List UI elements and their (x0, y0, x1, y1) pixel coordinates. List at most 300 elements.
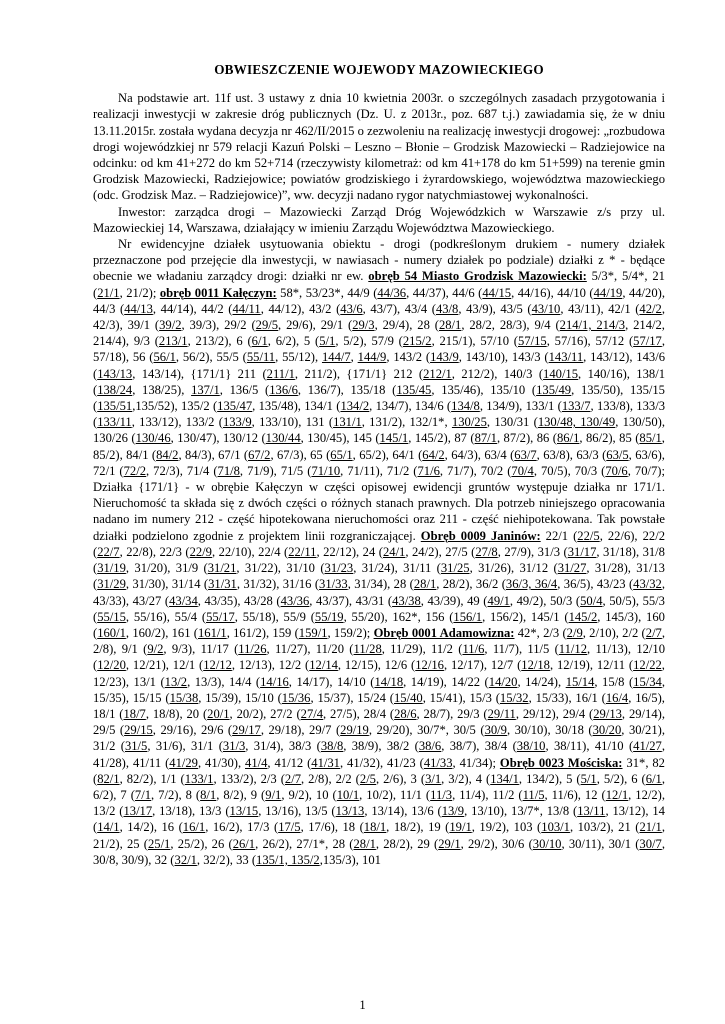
parcel-number: 55/11 (246, 350, 276, 365)
parcel-number: 29/5 (255, 318, 279, 333)
parcel-number: 31/33 (319, 577, 348, 592)
parcel-number: 131/1 (333, 415, 362, 430)
text-run: , 44/16), 44/10 ( (511, 285, 594, 300)
text-run: , 71/7), 70/2 ( (439, 463, 512, 478)
parcel-number: 13/17 (123, 804, 153, 819)
parcel-number: 143/11 (548, 350, 584, 365)
parcel-number: 44/11 (232, 301, 261, 316)
parcel-number: 134/8 (451, 399, 480, 414)
text-run: , 5/2), 57/9 ( (335, 334, 403, 349)
text-run: , 42/3), 39/1 ( (93, 301, 665, 333)
parcel-number: 30/10 (532, 836, 562, 851)
text-run: , 14/2), 16 ( (119, 820, 183, 835)
paragraph (93, 236, 665, 868)
parcel-number: 143/13 (97, 366, 133, 381)
parcel-number: 56/1 (153, 350, 176, 365)
text-run: , 213/2), 6 ( (187, 334, 252, 349)
parcel-number: 22/5 (577, 528, 600, 543)
text-run: , 29/20), 30/7*, 30/5 ( (368, 723, 485, 738)
text-run: , 133/12), 133/2 ( (131, 415, 223, 430)
parcel-number: 15/38 (169, 690, 199, 705)
text-run: , 31/22), 31/10 ( (236, 561, 325, 576)
text-run: , 134/2), 5 ( (518, 771, 581, 786)
parcel-number: 87/1 (474, 431, 497, 446)
parcel-number: 133/7 (561, 399, 591, 414)
text-run: , 39/3), 29/2 ( (181, 318, 256, 333)
text-run: , 3/2), 4 ( (441, 771, 491, 786)
parcel-number: 31/31 (208, 577, 237, 592)
text-run: , 12/23), 13/1 ( (93, 658, 665, 689)
text-run: , 43/35), 43/28 ( (197, 593, 281, 608)
text-run: , 11/6), 12 ( (544, 787, 606, 802)
text-run: , 11/27), 11/20 ( (266, 642, 354, 657)
text-run: , 11/4), 11/2 ( (452, 787, 523, 802)
parcel-number: 65/1 (330, 447, 353, 462)
text-run: , 15/39), 15/10 ( (198, 690, 282, 705)
text-run: , 143/12), 143/6 ( (93, 350, 665, 381)
text-run: , 103/2), 21 ( (569, 820, 640, 835)
text-run: , 21/2); (119, 285, 160, 300)
text-run: , 31/34), 28 ( (347, 577, 414, 592)
text-run: , 85/2), 84/1 ( (93, 431, 665, 462)
text-run: , 31/28), 31/13 ( (93, 561, 665, 592)
parcel-number: 15/14 (565, 674, 595, 689)
text-run: , 135/50), 135/15 ( (93, 382, 665, 414)
parcel-number: 130/46 (135, 431, 171, 446)
parcel-number: 44/15 (482, 285, 512, 300)
text-run: , 41/32), 41/23 ( (339, 755, 424, 770)
parcel-number: 41/33 (423, 755, 453, 770)
parcel-number: 103/1 (541, 820, 570, 835)
text-run: , 15/8 ( (594, 674, 634, 689)
text-run: , 70/7); Działka {171/1} - w obrębie Kałęczyn w części opisowej ewidencji gruntów występuje działka nr 171/1. Nieruchomość ta składa się z dwóch części o różnych stanach prawnych. Dla potrzeb niniejszego opracowania nadano im numery 212 - część hipotekowana nieruchomości oraz 211 - część niehipotekowana. Tak powstałe działki podzielono zgodnie z projektem linii rozgraniczającej. (93, 463, 665, 543)
text-run: , 13/10), 13/7*, 13/8 ( (464, 804, 578, 819)
text-run: , 12/15), 12/6 ( (337, 658, 416, 673)
parcel-number: 41/4 (245, 755, 268, 770)
text-run: , 12/19), 12/11 ( (549, 658, 634, 673)
parcel-number: 28/1 (438, 318, 462, 333)
parcel-number: 67/2 (248, 447, 271, 462)
text-run: , 27/9), 31/3 ( (497, 544, 568, 559)
parcel-number: 136/6 (269, 382, 298, 397)
parcel-number: 31/25 (440, 561, 470, 576)
parcel-number: 15/36 (281, 690, 311, 705)
text-run: , 31/20), 31/9 ( (125, 561, 208, 576)
text-run: , 135/46), 135/10 ( (431, 382, 537, 397)
parcel-number: 71/6 (417, 463, 440, 478)
text-run: , 7/2), 8 ( (151, 787, 201, 802)
text-run: , 16/5), 18/1 ( (93, 690, 665, 721)
text-run: , 6/2), 5 ( (267, 334, 320, 349)
parcel-number: 36/3, 36/4 (505, 577, 558, 592)
text-run: , 18/8), 20 ( (145, 706, 208, 721)
text-run: , 43/33), 43/27 ( (93, 577, 666, 608)
text-run: , 130/45), 145 ( (300, 431, 380, 446)
text-run: , 55/12), (275, 350, 322, 365)
text-run: , 143/14), {171/1} 211 ( (132, 366, 267, 381)
text-run: , 72/3), 71/4 ( (146, 463, 218, 478)
text-run: , 86/2), 85 ( (579, 431, 640, 446)
parcel-number: 2/7 (284, 771, 302, 786)
text-run: , 28/2), 36/2 ( (436, 577, 506, 592)
parcel-number: 38/10 (516, 739, 546, 754)
parcel-number: 133/11 (97, 415, 132, 430)
text-run: , 32/2), 33 ( (196, 852, 257, 867)
parcel-number: 32/1 (174, 852, 197, 867)
parcel-number: 28/1 (413, 577, 437, 592)
text-run: , 9/2), 10 ( (281, 787, 337, 802)
text-run: , 30/10), 30/18 ( (506, 723, 593, 738)
parcel-number: 14/1 (97, 820, 120, 835)
parcel-number: 12/18 (521, 658, 550, 673)
text-run: , 18/2), 19 ( (386, 820, 450, 835)
parcel-number: 26/1 (232, 836, 256, 851)
parcel-number: 28/1 (353, 836, 376, 851)
text-run: , 15/33), 16/1 ( (528, 690, 606, 705)
parcel-number: 31/5 (124, 739, 148, 754)
parcel-number: 38/6 (418, 739, 442, 754)
parcel-number: 27/4 (300, 706, 324, 721)
text-run: ,135/3), 101 (319, 852, 381, 867)
parcel-number: 85/1 (639, 431, 662, 446)
text-run: , 71/11), 71/2 ( (340, 463, 418, 478)
text-run: , 22/8), 22/3 ( (119, 544, 190, 559)
parcel-number: 144/7 (321, 350, 351, 365)
text-run: , 64/3), 63/4 ( (444, 447, 515, 462)
text-run: , 31/24), 31/11 ( (353, 561, 441, 576)
text-run: , 159/2); (327, 625, 374, 640)
parcel-number: 29/13 (593, 706, 622, 721)
parcel-number: 27/8 (475, 544, 498, 559)
parcel-number: 49/1 (487, 593, 510, 608)
parcel-number: 11/12 (558, 642, 588, 657)
parcel-number: 8/1 (200, 787, 217, 802)
text-run: , 130/50), 130/26 ( (93, 415, 665, 446)
text-run: , 29/18), 29/7 ( (260, 723, 341, 738)
parcel-number: 12/14 (309, 658, 338, 673)
text-run: , 13/16), 13/5 ( (258, 804, 336, 819)
text-run: , 87/2), 86 ( (496, 431, 557, 446)
parcel-number: 159/1 (298, 625, 328, 640)
parcel-number: 134/1 (490, 771, 519, 786)
parcel-number: 12/1 (605, 787, 629, 802)
parcel-number: 143/9 (430, 350, 459, 365)
parcel-number: 133/1 (184, 771, 214, 786)
parcel-number: 12/16 (415, 658, 444, 673)
parcel-number: 55/15 (97, 609, 126, 624)
text-run: , 143/2 ( (386, 350, 431, 365)
parcel-number: 212/1 (423, 366, 452, 381)
text-run: , 67/3), 65 ( (270, 447, 331, 462)
parcel-number: 211/1 (266, 366, 295, 381)
parcel-number: 31/23 (324, 561, 354, 576)
parcel-number: 135/1, 135/2 (256, 852, 320, 867)
text-run: , 50/5), 55/3 ( (93, 593, 665, 624)
parcel-number: 72/2 (123, 463, 146, 478)
parcel-number: 144/9 (357, 350, 387, 365)
text-run: , 29/6), 29/1 ( (278, 318, 353, 333)
text-run: , 12/13), 12/2 ( (231, 658, 310, 673)
parcel-number: 30/7 (639, 836, 662, 851)
parcel-number: 57/17 (633, 334, 662, 349)
parcel-number: 7/1 (134, 787, 152, 802)
parcel-number: 82/1 (97, 771, 120, 786)
parcel-number: 39/2 (159, 318, 182, 333)
parcel-number: 12/22 (633, 658, 662, 673)
parcel-number: 12/12 (203, 658, 232, 673)
parcel-number: 22/11 (288, 544, 317, 559)
text-run: , 41/30), (197, 755, 246, 770)
parcel-number: 44/19 (593, 285, 623, 300)
text-run: , 55/16), 55/4 ( (125, 609, 207, 624)
parcel-number: 70/6 (605, 463, 628, 478)
text-run: , 2/8), 2/2 ( (301, 771, 360, 786)
text-run: , 8/2), 9 ( (216, 787, 266, 802)
parcel-number: 5/1 (319, 334, 336, 349)
text-run: , 22/6), 22/2 ( (93, 528, 665, 559)
text-run: , 49/2), 50/3 ( (509, 593, 581, 608)
parcel-number: 30/20 (592, 723, 622, 738)
parcel-number: 18/7 (123, 706, 146, 721)
text-run: , 135/48), 134/1 ( (252, 399, 341, 414)
text-run: , 211/2), {171/1} 212 ( (294, 366, 424, 381)
parcel-number: 43/32 (633, 577, 662, 592)
text-run: , 13/12), 14 ( (93, 804, 665, 835)
parcel-number: 29/15 (124, 723, 153, 738)
text-run: , 16/2), 17/3 ( (205, 820, 279, 835)
text-run: , 130/47), 130/12 ( (170, 431, 266, 446)
parcel-number: 64/2 (422, 447, 445, 462)
text-run: , 21/2), 25 ( (93, 820, 665, 851)
text-run: , 31/18), 31/8 ( (93, 544, 665, 576)
text-run: , 12/17), 12/7 ( (443, 658, 522, 673)
text-run: , 6/2), 7 ( (93, 771, 666, 802)
parcel-number: 138/24 (97, 382, 133, 397)
parcel-number: 29/19 (340, 723, 369, 738)
parcel-number: 71/10 (311, 463, 341, 478)
paragraph (93, 90, 665, 203)
text-run: , 215/1), 57/10 ( (431, 334, 519, 349)
text-run: , 31/6), 31/1 ( (147, 739, 223, 754)
text-run: , 161/2), 159 ( (226, 625, 299, 640)
parcel-number: 213/1 (158, 334, 188, 349)
text-run: , 15/37), 15/24 ( (310, 690, 394, 705)
text-run: , 133/2), 2/3 ( (213, 771, 285, 786)
parcel-number: 31/21 (207, 561, 237, 576)
text-run: , 22/10), 22/4 ( (211, 544, 289, 559)
text-run: , 145/3), 160 ( (93, 609, 665, 640)
text-run: , 138/25), (132, 382, 192, 397)
parcel-number: 18/1 (363, 820, 387, 835)
text-run: , 31/30), 31/14 ( (125, 577, 209, 592)
parcel-number: 14/16 (260, 674, 289, 689)
parcel-number: 9/1 (265, 787, 282, 802)
text-run: , 136/7), 135/18 ( (297, 382, 397, 397)
parcel-number: 25/1 (147, 836, 171, 851)
parcel-number: 16/4 (605, 690, 629, 705)
section-heading: obręb 0011 Kałęczyn: (159, 285, 277, 300)
parcel-number: 2/5 (359, 771, 376, 786)
parcel-number: 63/5 (606, 447, 629, 462)
text-run: , 29/14), 29/5 ( (93, 706, 665, 738)
text-run: , 2/10), 2/2 ( (582, 625, 646, 640)
parcel-number: 44/13 (124, 301, 153, 316)
parcel-number: 130/48, 130/49 (537, 415, 616, 430)
document-title: OBWIESZCZENIE WOJEWODY MAZOWIECKIEGO (214, 62, 544, 77)
text-run: , 41/34); (452, 755, 500, 770)
parcel-number: 9/2 (147, 642, 164, 657)
parcel-number: 13/9 (441, 804, 465, 819)
parcel-number: 11/3 (430, 787, 453, 802)
parcel-number: 22/9 (189, 544, 212, 559)
parcel-number: 29/1 (438, 836, 461, 851)
text-run: , 12/21), 12/1 ( (125, 658, 204, 673)
text-run: , 12/2), 13/2 ( (93, 787, 666, 819)
parcel-number: 10/1 (336, 787, 360, 802)
parcel-number: 16/1 (182, 820, 206, 835)
parcel-number: 135/45 (396, 382, 432, 397)
text-run: , 26/2), 27/1*, 28 ( (255, 836, 354, 851)
parcel-number: 13/15 (229, 804, 259, 819)
parcel-number: 43/38 (392, 593, 421, 608)
parcel-number: 29/17 (232, 723, 261, 738)
parcel-number: 41/27 (633, 739, 662, 754)
parcel-number: 43/10 (531, 301, 561, 316)
text-run: , 134/7), 134/6 ( (369, 399, 452, 414)
text-run: 31*, 82 ( (93, 755, 665, 786)
text-run: , 156/2), 145/1 ( (482, 609, 569, 624)
parcel-number: 55/19 (314, 609, 344, 624)
text-run: , 25/2), 26 ( (170, 836, 233, 851)
text-run: , 41/28), 41/11 ( (93, 739, 665, 770)
text-run: , 13/14), 13/6 ( (364, 804, 442, 819)
text-run: , 44/12), 43/2 ( (260, 301, 341, 316)
text-run: , 30/21), 31/2 ( (93, 723, 665, 754)
parcel-number: 20/1 (207, 706, 230, 721)
parcel-number: 41/29 (169, 755, 198, 770)
parcel-number: 42/2 (639, 301, 662, 316)
text-run: , 133/10), 131 ( (251, 415, 334, 430)
parcel-number: 145/1 (379, 431, 409, 446)
parcel-number: 14/20 (488, 674, 518, 689)
text-run: , 10/2), 11/1 ( (359, 787, 431, 802)
text-run: , 31/26), 31/12 ( (469, 561, 558, 576)
text-run: , 212/2), 140/3 ( (451, 366, 544, 381)
parcel-number: 31/3 (222, 739, 246, 754)
parcel-number: 161/1 (198, 625, 227, 640)
text-run: , 36/5), 43/23 ( (557, 577, 634, 592)
parcel-number: 135/47 (217, 399, 253, 414)
text-run: , 24/2), 27/5 ( (405, 544, 476, 559)
paragraph (93, 204, 665, 236)
text-run: 22/1 ( (540, 528, 578, 543)
text-run: , 38/7), 38/4 ( (441, 739, 517, 754)
parcel-number: 140/15 (543, 366, 579, 381)
text-run: , 65/2), 64/1 ( (352, 447, 423, 462)
text-run: , 30/8, 30/9), 32 ( (93, 836, 665, 867)
text-run: , 55/18), 55/9 ( (234, 609, 315, 624)
text-run: , 29/4), 28 ( (374, 318, 439, 333)
text-run: , 20/2), 27/2 ( (229, 706, 301, 721)
text-run: , 63/6), 72/1 ( (93, 447, 665, 478)
section-heading: Obręb 0001 Adamowizna: (373, 625, 515, 640)
text-run: , 41/12 ( (267, 755, 312, 770)
text-run: , 143/10), 143/3 ( (458, 350, 549, 365)
parcel-number: 24/1 (382, 544, 406, 559)
parcel-number: 135/49 (536, 382, 572, 397)
parcel-number: 15/32 (499, 690, 529, 705)
parcel-number: 43/36 (280, 593, 310, 608)
parcel-number: 43/8 (435, 301, 459, 316)
parcel-number: 71/8 (217, 463, 240, 478)
text-run: , 13/3), 14/4 ( (187, 674, 261, 689)
parcel-number: 30/9 (484, 723, 507, 738)
text-run: , 2/8), 9/1 ( (93, 625, 666, 657)
parcel-number: 6/1 (645, 771, 662, 786)
parcel-number: 134/2 (340, 399, 370, 414)
text-run: , 55/20), 162*, 156 ( (343, 609, 454, 624)
section-heading: Obręb 0023 Mościska: (499, 755, 623, 770)
parcel-number: 215/2 (402, 334, 432, 349)
text-run: , 44/37), 44/6 ( (406, 285, 483, 300)
text-run: , 145/2), 87 ( (408, 431, 475, 446)
text-run: , 43/7), 43/4 ( (362, 301, 436, 316)
text-run: , 28/2), 29 ( (375, 836, 439, 851)
text-run: , 130/31 ( (486, 415, 538, 430)
text-run: , 134/9), 133/1 ( (479, 399, 562, 414)
text-run: , 29/12), 29/4 ( (515, 706, 594, 721)
parcel-number: 17/5 (278, 820, 301, 835)
text-run: 58*, 53/23*, 44/9 ( (276, 285, 378, 300)
parcel-number: 145/2 (568, 609, 598, 624)
text-run: , 29/2), 30/6 ( (460, 836, 533, 851)
text-run: , 15/35), 15/15 ( (93, 674, 665, 705)
parcel-number: 156/1 (453, 609, 483, 624)
text-run: , 136/5 ( (219, 382, 270, 397)
text-run: , 2/6), 3 ( (375, 771, 426, 786)
text-run: , 15/41), 15/3 ( (422, 690, 500, 705)
parcel-number: 38/8 (320, 739, 344, 754)
text-run: , 82/2), 1/1 ( (119, 771, 185, 786)
text-run: , 84/3), 67/1 ( (178, 447, 249, 462)
text-run: , 44/20), 44/3 ( (93, 285, 665, 316)
text-run: , 214/2, 214/4), 9/3 ( (93, 318, 665, 349)
section-heading: Obręb 0009 Janinów: (420, 528, 541, 543)
text-run: , 27/5), 28/4 ( (323, 706, 395, 721)
text-run: , 28/7), 29/3 ( (416, 706, 488, 721)
text-run: , 28/2, 28/3), 9/4 ( (461, 318, 560, 333)
parcel-number: 11/26 (238, 642, 267, 657)
text-run: , 14/17), 14/10 ( (288, 674, 375, 689)
parcel-number: 3/1 (425, 771, 442, 786)
parcel-number: 31/29 (97, 577, 126, 592)
parcel-number: 14/18 (374, 674, 404, 689)
parcel-number: 13/2 (164, 674, 188, 689)
text-run: , 31/4), 38/3 ( (245, 739, 321, 754)
text-run: ,135/52), 135/2 ( (132, 399, 218, 414)
parcel-number: 15/40 (394, 690, 423, 705)
parcel-number: 41/31 (311, 755, 340, 770)
page-number: 1 (359, 998, 366, 1012)
parcel-number: 70/4 (511, 463, 534, 478)
document-page (93, 62, 665, 868)
text-run: , 57/18), 56 ( (93, 334, 665, 365)
text-run: 42*, 2/3 ( (514, 625, 567, 640)
text-run: , 131/2), 132/1*, (361, 415, 452, 430)
parcel-number: 11/28 (353, 642, 382, 657)
text-run: , 43/11), 42/1 ( (560, 301, 640, 316)
parcel-number: 13/11 (577, 804, 606, 819)
